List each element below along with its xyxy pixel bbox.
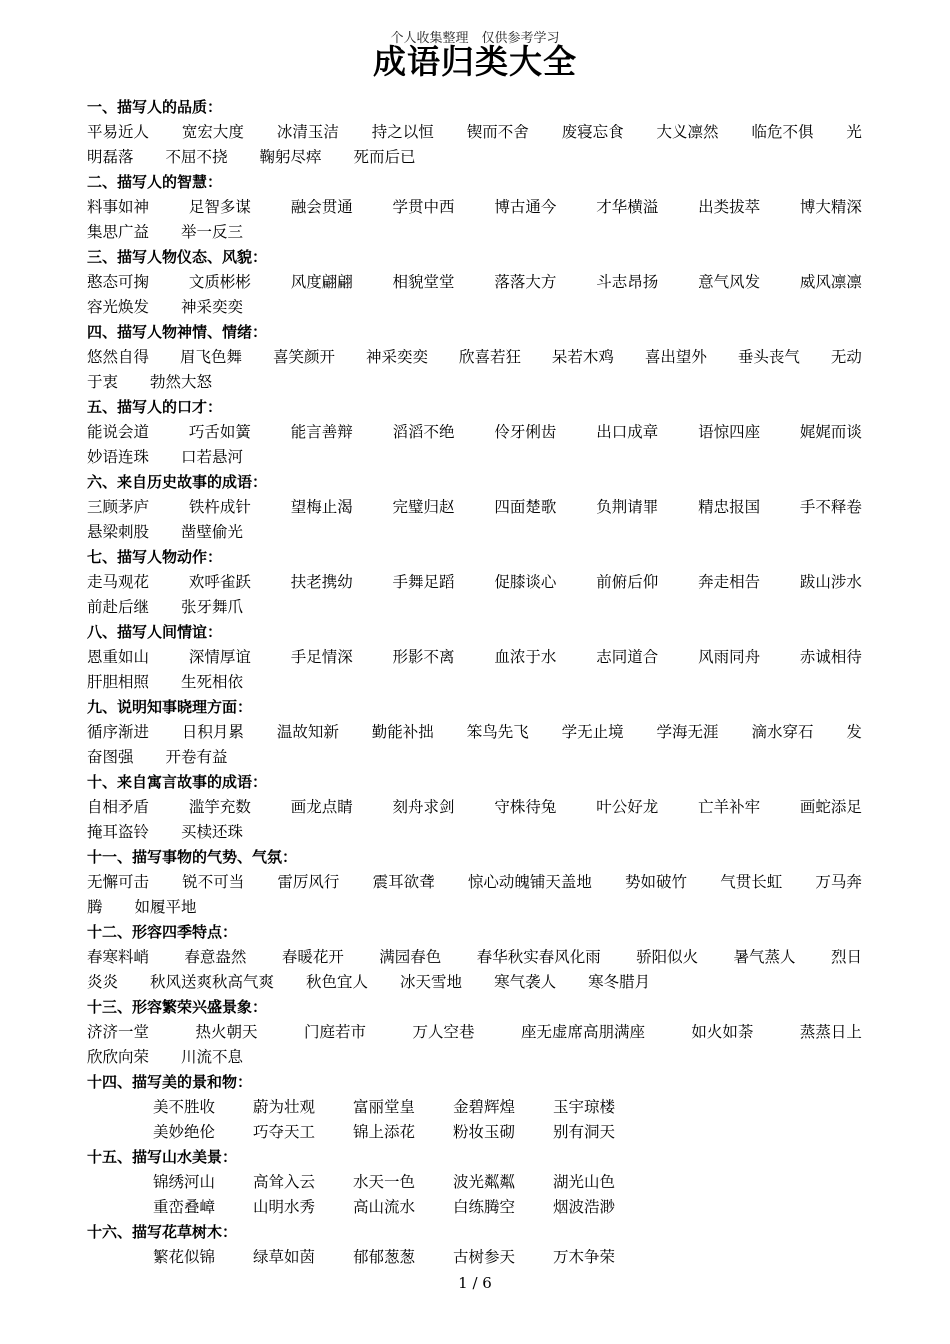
idiom-section <box>87 470 862 545</box>
idiom: 烟波浩渺 <box>553 1198 616 1216</box>
idiom: 喜出望外 <box>644 348 707 366</box>
idiom: 热火朝天 <box>195 1023 258 1041</box>
idiom-section <box>87 1220 862 1270</box>
idiom: 粉妆玉砌 <box>453 1123 516 1141</box>
idiom-row <box>87 345 862 370</box>
idiom: 万木争荣 <box>553 1248 616 1266</box>
idiom: 垂头丧气 <box>737 348 800 366</box>
idiom: 手足情深 <box>290 648 353 666</box>
idiom: 能言善辩 <box>290 423 353 441</box>
idiom-row <box>87 520 862 545</box>
idiom-section <box>87 1145 862 1220</box>
section-heading: 十、来自寓言故事的成语： <box>87 773 268 791</box>
idiom: 万马奔 <box>815 873 862 891</box>
idiom-section <box>87 695 862 770</box>
idiom: 万人空巷 <box>412 1023 475 1041</box>
section-heading: 九、说明知事晓理方面： <box>87 698 253 716</box>
idiom: 生死相依 <box>181 673 244 691</box>
idiom: 巧舌如簧 <box>188 423 251 441</box>
idiom-section <box>87 245 862 320</box>
idiom: 温故知新 <box>276 723 339 741</box>
idiom: 奋图强 <box>87 748 134 766</box>
section-heading: 十六、描写花草树木： <box>87 1223 238 1241</box>
section-heading: 一、描写人的品质： <box>87 98 223 116</box>
idiom-row <box>87 1170 862 1195</box>
page-title: 成语归类大全 <box>373 42 577 81</box>
idiom: 日积月累 <box>181 723 244 741</box>
idiom: 买椟还珠 <box>181 823 244 841</box>
idiom: 滥竽充数 <box>188 798 251 816</box>
idiom: 落落大方 <box>494 273 557 291</box>
idiom: 山明水秀 <box>253 1198 316 1216</box>
idiom-row <box>87 895 862 920</box>
idiom: 废寝忘食 <box>561 123 624 141</box>
idiom: 春暖花开 <box>281 948 344 966</box>
idiom: 才华横溢 <box>596 198 659 216</box>
idiom-section <box>87 995 862 1070</box>
idiom-row <box>87 445 862 470</box>
idiom: 高山流水 <box>353 1198 416 1216</box>
idiom: 宽宏大度 <box>181 123 244 141</box>
idiom: 学无止境 <box>561 723 624 741</box>
idiom: 走马观花 <box>87 573 150 591</box>
idiom: 美不胜收 <box>153 1098 216 1116</box>
watermark-text: 个人收集整理 仅供参考学习 <box>390 31 560 46</box>
idiom: 震耳欲聋 <box>372 873 435 891</box>
idiom: 勤能补拙 <box>371 723 434 741</box>
idiom: 自相矛盾 <box>87 798 150 816</box>
idiom: 锦上添花 <box>353 1123 416 1141</box>
idiom: 锐不可当 <box>182 873 245 891</box>
idiom: 绿草如茵 <box>253 1248 316 1266</box>
idiom: 湖光山色 <box>553 1173 616 1191</box>
idiom: 不屈不挠 <box>165 148 228 166</box>
idiom: 守株待兔 <box>494 798 557 816</box>
idiom-section <box>87 1070 862 1145</box>
idiom-section <box>87 620 862 695</box>
idiom: 四面楚歌 <box>494 498 557 516</box>
idiom: 如履平地 <box>134 898 197 916</box>
idiom: 手不释卷 <box>799 498 862 516</box>
idiom: 惊心动魄铺天盖地 <box>467 873 592 891</box>
idiom: 明磊落 <box>87 148 134 166</box>
idiom: 座无虚席高朋满座 <box>520 1023 645 1041</box>
idiom: 白练腾空 <box>453 1198 516 1216</box>
idiom: 肝胆相照 <box>87 673 150 691</box>
idiom: 烈日 <box>830 948 862 966</box>
idiom-row <box>87 745 862 770</box>
idiom-list <box>87 95 862 1270</box>
idiom: 勃然大怒 <box>150 373 213 391</box>
idiom: 手舞足蹈 <box>392 573 455 591</box>
idiom: 负荆请罪 <box>596 498 659 516</box>
idiom-row <box>87 495 862 520</box>
page-number: 1 / 6 <box>458 1274 492 1292</box>
idiom: 锲而不舍 <box>466 123 529 141</box>
idiom: 恩重如山 <box>87 648 150 666</box>
idiom: 完璧归赵 <box>392 498 455 516</box>
idiom: 足智多谋 <box>188 198 251 216</box>
idiom: 铁杵成针 <box>188 498 251 516</box>
idiom: 料事如神 <box>87 198 150 216</box>
idiom-row <box>87 570 862 595</box>
idiom: 促膝谈心 <box>494 573 557 591</box>
idiom: 别有洞天 <box>553 1123 616 1141</box>
idiom: 深情厚谊 <box>188 648 251 666</box>
idiom: 气贯长虹 <box>720 873 783 891</box>
idiom: 无动 <box>830 348 862 366</box>
idiom: 博古通今 <box>494 198 557 216</box>
idiom: 悬梁刺股 <box>87 523 150 541</box>
section-heading: 七、描写人物动作： <box>87 548 223 566</box>
section-heading: 十一、描写事物的气势、气氛： <box>87 848 298 866</box>
idiom: 凿壁偷光 <box>181 523 244 541</box>
idiom: 学海无涯 <box>656 723 719 741</box>
idiom: 伶牙俐齿 <box>494 423 557 441</box>
idiom: 冰天雪地 <box>400 973 463 991</box>
idiom-row <box>87 195 862 220</box>
idiom-row <box>87 120 862 145</box>
idiom-row <box>87 1245 862 1270</box>
idiom: 平易近人 <box>87 123 150 141</box>
idiom: 金碧辉煌 <box>453 1098 516 1116</box>
idiom: 秋色宜人 <box>306 973 369 991</box>
idiom: 亡羊补牢 <box>698 798 761 816</box>
idiom: 玉宇琼楼 <box>553 1098 616 1116</box>
idiom-row <box>87 670 862 695</box>
idiom-row <box>87 795 862 820</box>
idiom: 喜笑颜开 <box>272 348 335 366</box>
idiom: 刻舟求剑 <box>392 798 455 816</box>
idiom: 笨鸟先飞 <box>466 723 529 741</box>
idiom: 欢呼雀跃 <box>188 573 251 591</box>
idiom: 前俯后仰 <box>596 573 659 591</box>
idiom: 精忠报国 <box>698 498 761 516</box>
section-heading: 五、描写人的口才： <box>87 398 223 416</box>
section-heading: 十四、描写美的景和物： <box>87 1073 253 1091</box>
idiom-row <box>87 370 862 395</box>
idiom: 波光粼粼 <box>453 1173 516 1191</box>
idiom-row <box>87 1195 862 1220</box>
idiom: 寒气袭人 <box>494 973 557 991</box>
idiom: 开卷有益 <box>165 748 228 766</box>
idiom: 学贯中西 <box>392 198 455 216</box>
section-heading: 六、来自历史故事的成语： <box>87 473 268 491</box>
section-heading: 十二、形容四季特点： <box>87 923 238 941</box>
idiom: 腾 <box>87 898 103 916</box>
idiom: 蒸蒸日上 <box>799 1023 862 1041</box>
section-heading: 三、描写人物仪态、风貌： <box>87 248 268 266</box>
idiom: 重峦叠嶂 <box>153 1198 216 1216</box>
idiom: 出口成章 <box>596 423 659 441</box>
idiom: 望梅止渴 <box>290 498 353 516</box>
idiom: 集思广益 <box>87 223 150 241</box>
idiom: 如火如荼 <box>691 1023 754 1041</box>
idiom: 巧夺天工 <box>253 1123 316 1141</box>
idiom-section <box>87 770 862 845</box>
idiom: 妙语连珠 <box>87 448 150 466</box>
idiom: 掩耳盗铃 <box>87 823 150 841</box>
idiom-row <box>87 595 862 620</box>
idiom: 悠然自得 <box>87 348 150 366</box>
idiom-row <box>87 1120 862 1145</box>
idiom: 叶公好龙 <box>596 798 659 816</box>
idiom: 川流不息 <box>181 1048 244 1066</box>
idiom: 冰清玉洁 <box>276 123 339 141</box>
idiom-section <box>87 320 862 395</box>
idiom: 容光焕发 <box>87 298 150 316</box>
section-heading: 八、描写人间情谊： <box>87 623 223 641</box>
idiom-row <box>87 945 862 970</box>
idiom: 发 <box>846 723 862 741</box>
idiom-row <box>87 270 862 295</box>
idiom: 临危不俱 <box>751 123 814 141</box>
idiom: 文质彬彬 <box>188 273 251 291</box>
idiom: 张牙舞爪 <box>181 598 244 616</box>
idiom: 济济一堂 <box>87 1023 150 1041</box>
idiom: 融会贯通 <box>290 198 353 216</box>
idiom: 循序渐进 <box>87 723 150 741</box>
idiom: 雷厉风行 <box>277 873 340 891</box>
idiom: 血浓于水 <box>494 648 557 666</box>
idiom: 画龙点睛 <box>290 798 353 816</box>
idiom: 势如破竹 <box>625 873 688 891</box>
idiom: 眉飞色舞 <box>179 348 242 366</box>
idiom: 前赴后继 <box>87 598 150 616</box>
idiom: 鞠躬尽瘁 <box>259 148 322 166</box>
idiom: 风度翩翩 <box>290 273 353 291</box>
idiom: 相貌堂堂 <box>392 273 455 291</box>
idiom: 繁花似锦 <box>153 1248 216 1266</box>
idiom: 满园春色 <box>379 948 442 966</box>
idiom: 语惊四座 <box>698 423 761 441</box>
idiom: 滔滔不绝 <box>392 423 455 441</box>
idiom: 光 <box>846 123 862 141</box>
idiom: 于衷 <box>87 373 119 391</box>
idiom: 持之以恒 <box>371 123 434 141</box>
idiom: 形影不离 <box>392 648 455 666</box>
idiom: 三顾茅庐 <box>87 498 150 516</box>
idiom: 神采奕奕 <box>181 298 244 316</box>
section-heading: 二、描写人的智慧： <box>87 173 223 191</box>
idiom: 斗志昂扬 <box>596 273 659 291</box>
idiom: 无懈可击 <box>87 873 150 891</box>
idiom: 画蛇添足 <box>799 798 862 816</box>
idiom-section <box>87 920 862 995</box>
idiom: 古树参天 <box>453 1248 516 1266</box>
idiom-row <box>87 645 862 670</box>
idiom-section <box>87 545 862 620</box>
idiom-row <box>87 820 862 845</box>
idiom: 美妙绝伦 <box>153 1123 216 1141</box>
section-heading: 十五、描写山水美景： <box>87 1148 238 1166</box>
idiom: 奔走相告 <box>698 573 761 591</box>
section-heading: 十三、形容繁荣兴盛景象： <box>87 998 268 1016</box>
idiom: 死而后已 <box>353 148 416 166</box>
idiom: 骄阳似火 <box>636 948 699 966</box>
idiom-row <box>87 1020 862 1045</box>
idiom-section <box>87 170 862 245</box>
idiom: 娓娓而谈 <box>799 423 862 441</box>
idiom: 呆若木鸡 <box>551 348 614 366</box>
idiom: 出类拔萃 <box>698 198 761 216</box>
idiom: 志同道合 <box>596 648 659 666</box>
idiom: 大义凛然 <box>656 123 719 141</box>
idiom: 威风凛凛 <box>799 273 862 291</box>
idiom: 举一反三 <box>181 223 244 241</box>
idiom: 锦绣河山 <box>153 1173 216 1191</box>
idiom: 风雨同舟 <box>698 648 761 666</box>
idiom-row <box>87 970 862 995</box>
idiom: 扶老携幼 <box>290 573 353 591</box>
idiom: 寒冬腊月 <box>588 973 651 991</box>
idiom-row <box>87 720 862 745</box>
idiom: 秋风送爽秋高气爽 <box>150 973 275 991</box>
idiom: 能说会道 <box>87 423 150 441</box>
idiom: 门庭若市 <box>303 1023 366 1041</box>
idiom: 意气风发 <box>698 273 761 291</box>
idiom: 博大精深 <box>799 198 862 216</box>
idiom: 春寒料峭 <box>87 948 150 966</box>
idiom: 赤诚相待 <box>799 648 862 666</box>
idiom: 春华秋实春风化雨 <box>476 948 601 966</box>
idiom-section <box>87 395 862 470</box>
idiom-row <box>87 1045 862 1070</box>
idiom: 郁郁葱葱 <box>353 1248 416 1266</box>
idiom: 欣欣向荣 <box>87 1048 150 1066</box>
section-heading: 四、描写人物神情、情绪： <box>87 323 268 341</box>
idiom: 水天一色 <box>353 1173 416 1191</box>
idiom: 高耸入云 <box>253 1173 316 1191</box>
idiom-row <box>87 295 862 320</box>
idiom-row <box>87 220 862 245</box>
idiom: 富丽堂皇 <box>353 1098 416 1116</box>
idiom-row <box>87 145 862 170</box>
idiom: 春意盎然 <box>184 948 247 966</box>
idiom: 口若悬河 <box>181 448 244 466</box>
idiom-row <box>87 1095 862 1120</box>
idiom: 滴水穿石 <box>751 723 814 741</box>
idiom: 蔚为壮观 <box>253 1098 316 1116</box>
idiom-row <box>87 420 862 445</box>
idiom: 神采奕奕 <box>365 348 428 366</box>
idiom-row <box>87 870 862 895</box>
idiom-section <box>87 845 862 920</box>
idiom: 炎炎 <box>87 973 119 991</box>
idiom: 暑气蒸人 <box>733 948 796 966</box>
idiom: 憨态可掬 <box>87 273 150 291</box>
idiom: 跋山涉水 <box>799 573 862 591</box>
idiom-section <box>87 95 862 170</box>
idiom: 欣喜若狂 <box>458 348 521 366</box>
